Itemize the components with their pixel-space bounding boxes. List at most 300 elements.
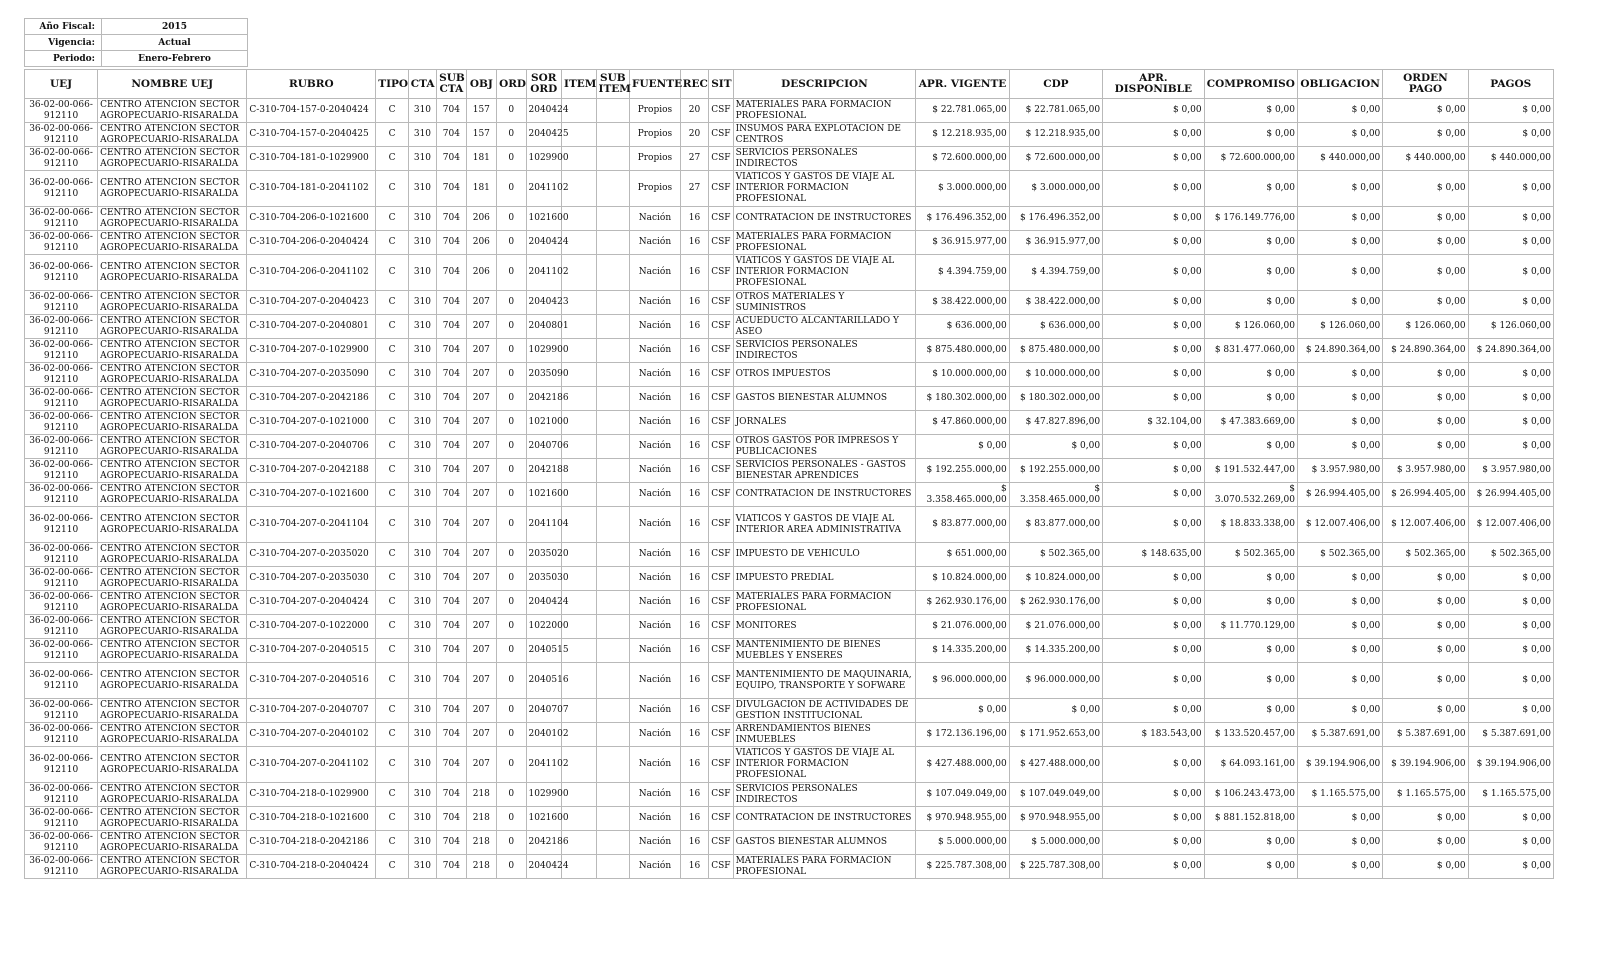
cell-compromiso: $ 0,00 <box>1204 831 1297 855</box>
cell-orden-pago: $ 12.007.406,00 <box>1383 507 1468 543</box>
cell-uej: 36-02-00-066-912110 <box>25 831 98 855</box>
cell-sit: CSF <box>709 783 733 807</box>
cell-orden-pago: $ 0,00 <box>1383 855 1468 879</box>
cell-descripcion: VIATICOS Y GASTOS DE VIAJE AL INTERIOR FORMACION PROFESIONAL <box>733 171 916 207</box>
cell-cdp: $ 21.076.000,00 <box>1009 615 1102 639</box>
cell-ord: 0 <box>497 291 526 315</box>
cell-cta: 310 <box>408 207 436 231</box>
cell-obligacion: $ 5.387.691,00 <box>1298 723 1383 747</box>
cell-descripcion: GASTOS BIENESTAR ALUMNOS <box>733 831 916 855</box>
cell-sor-ord: 2041102 <box>526 171 562 207</box>
cell-sit: CSF <box>709 387 733 411</box>
cell-orden-pago: $ 0,00 <box>1383 807 1468 831</box>
cell-obj: 207 <box>466 387 496 411</box>
cell-cta: 310 <box>408 591 436 615</box>
cell-cta: 310 <box>408 411 436 435</box>
cell-rubro: C-310-704-207-0-2040515 <box>247 639 376 663</box>
cell-sub-cta: 704 <box>437 435 466 459</box>
cell-obligacion: $ 502.365,00 <box>1298 543 1383 567</box>
cell-obj: 181 <box>466 147 496 171</box>
cell-pagos: $ 26.994.405,00 <box>1468 483 1553 507</box>
cell-sub-cta: 704 <box>437 783 466 807</box>
cell-rubro: C-310-704-207-0-2042188 <box>247 459 376 483</box>
fiscal-info-panel <box>24 18 248 67</box>
cell-sub-item <box>596 435 630 459</box>
cell-apr-disponible: $ 0,00 <box>1103 255 1205 291</box>
cell-fuente: Nación <box>630 747 681 783</box>
column-header-tipo: TIPO <box>376 70 408 99</box>
cell-apr-vigente: $ 3.358.465.000,00 <box>916 483 1009 507</box>
table-row <box>25 291 1554 315</box>
fiscal-info-table <box>24 18 248 67</box>
cell-sub-cta: 704 <box>437 339 466 363</box>
column-header-nombre-uej: NOMBRE UEJ <box>98 70 247 99</box>
cell-descripcion: ARRENDAMIENTOS BIENES INMUEBLES <box>733 723 916 747</box>
cell-apr-vigente: $ 4.394.759,00 <box>916 255 1009 291</box>
cell-apr-vigente: $ 225.787.308,00 <box>916 855 1009 879</box>
cell-cdp: $ 12.218.935,00 <box>1009 123 1102 147</box>
column-header-rubro: RUBRO <box>247 70 376 99</box>
cell-ord: 0 <box>497 411 526 435</box>
cell-rec: 16 <box>680 459 708 483</box>
cell-obligacion: $ 39.194.906,00 <box>1298 747 1383 783</box>
column-header-rec: REC <box>680 70 708 99</box>
cell-apr-disponible: $ 0,00 <box>1103 291 1205 315</box>
cell-orden-pago: $ 1.165.575,00 <box>1383 783 1468 807</box>
cell-rec: 16 <box>680 831 708 855</box>
cell-sub-item <box>596 411 630 435</box>
cell-compromiso: $ 0,00 <box>1204 291 1297 315</box>
cell-nombre-uej: CENTRO ATENCION SECTOR AGROPECUARIO-RISARALDA <box>98 747 247 783</box>
cell-pagos: $ 126.060,00 <box>1468 315 1553 339</box>
table-row <box>25 363 1554 387</box>
cell-descripcion: IMPUESTO PREDIAL <box>733 567 916 591</box>
cell-cdp: $ 171.952.653,00 <box>1009 723 1102 747</box>
cell-fuente: Propios <box>630 99 681 123</box>
cell-sub-item <box>596 783 630 807</box>
cell-obj: 207 <box>466 615 496 639</box>
cell-sor-ord: 2042186 <box>526 387 562 411</box>
cell-sit: CSF <box>709 615 733 639</box>
cell-rubro: C-310-704-207-0-2040707 <box>247 699 376 723</box>
cell-apr-vigente: $ 83.877.000,00 <box>916 507 1009 543</box>
cell-rec: 16 <box>680 507 708 543</box>
cell-compromiso: $ 0,00 <box>1204 699 1297 723</box>
cell-rubro: C-310-704-207-0-2041104 <box>247 507 376 543</box>
cell-apr-disponible: $ 0,00 <box>1103 123 1205 147</box>
cell-cta: 310 <box>408 567 436 591</box>
cell-cta: 310 <box>408 507 436 543</box>
cell-apr-disponible: $ 0,00 <box>1103 315 1205 339</box>
cell-ord: 0 <box>497 147 526 171</box>
cell-cdp: $ 3.000.000,00 <box>1009 171 1102 207</box>
cell-pagos: $ 0,00 <box>1468 255 1553 291</box>
cell-rubro: C-310-704-157-0-2040424 <box>247 99 376 123</box>
cell-rec: 16 <box>680 411 708 435</box>
cell-descripcion: MATERIALES PARA FORMACION PROFESIONAL <box>733 231 916 255</box>
vigencia-label: Vigencia: <box>25 35 102 51</box>
cell-obj: 218 <box>466 807 496 831</box>
cell-apr-disponible: $ 0,00 <box>1103 207 1205 231</box>
cell-sub-cta: 704 <box>437 459 466 483</box>
cell-cdp: $ 225.787.308,00 <box>1009 855 1102 879</box>
cell-rubro: C-310-704-207-0-1022000 <box>247 615 376 639</box>
cell-descripcion: SERVICIOS PERSONALES - GASTOS BIENESTAR APRENDICES <box>733 459 916 483</box>
column-header-uej: UEJ <box>25 70 98 99</box>
table-row <box>25 231 1554 255</box>
cell-sit: CSF <box>709 543 733 567</box>
cell-tipo: C <box>376 339 408 363</box>
cell-orden-pago: $ 0,00 <box>1383 99 1468 123</box>
budget-execution-table <box>24 69 1554 879</box>
cell-sit: CSF <box>709 147 733 171</box>
table-row <box>25 783 1554 807</box>
cell-compromiso: $ 0,00 <box>1204 171 1297 207</box>
cell-rec: 16 <box>680 699 708 723</box>
cell-pagos: $ 0,00 <box>1468 639 1553 663</box>
cell-cta: 310 <box>408 543 436 567</box>
cell-apr-vigente: $ 36.915.977,00 <box>916 231 1009 255</box>
cell-tipo: C <box>376 507 408 543</box>
cell-uej: 36-02-00-066-912110 <box>25 507 98 543</box>
cell-nombre-uej: CENTRO ATENCION SECTOR AGROPECUARIO-RISARALDA <box>98 99 247 123</box>
cell-sub-cta: 704 <box>437 387 466 411</box>
table-row <box>25 591 1554 615</box>
cell-sor-ord: 2035020 <box>526 543 562 567</box>
cell-pagos: $ 0,00 <box>1468 363 1553 387</box>
cell-sit: CSF <box>709 747 733 783</box>
cell-nombre-uej: CENTRO ATENCION SECTOR AGROPECUARIO-RISARALDA <box>98 315 247 339</box>
cell-rubro: C-310-704-207-0-2035020 <box>247 543 376 567</box>
cell-pagos: $ 502.365,00 <box>1468 543 1553 567</box>
cell-pagos: $ 12.007.406,00 <box>1468 507 1553 543</box>
cell-obligacion: $ 0,00 <box>1298 831 1383 855</box>
cell-uej: 36-02-00-066-912110 <box>25 483 98 507</box>
cell-ord: 0 <box>497 591 526 615</box>
cell-sit: CSF <box>709 831 733 855</box>
cell-fuente: Propios <box>630 147 681 171</box>
cell-orden-pago: $ 0,00 <box>1383 435 1468 459</box>
cell-sub-item <box>596 483 630 507</box>
cell-apr-vigente: $ 5.000.000,00 <box>916 831 1009 855</box>
cell-descripcion: CONTRATACION DE INSTRUCTORES <box>733 807 916 831</box>
cell-uej: 36-02-00-066-912110 <box>25 147 98 171</box>
cell-ord: 0 <box>497 747 526 783</box>
cell-rubro: C-310-704-207-0-2035090 <box>247 363 376 387</box>
cell-nombre-uej: CENTRO ATENCION SECTOR AGROPECUARIO-RISARALDA <box>98 855 247 879</box>
cell-ord: 0 <box>497 387 526 411</box>
cell-obligacion: $ 26.994.405,00 <box>1298 483 1383 507</box>
cell-sor-ord: 2042188 <box>526 459 562 483</box>
cell-apr-vigente: $ 12.218.935,00 <box>916 123 1009 147</box>
cell-nombre-uej: CENTRO ATENCION SECTOR AGROPECUARIO-RISARALDA <box>98 387 247 411</box>
cell-fuente: Nación <box>630 255 681 291</box>
cell-orden-pago: $ 0,00 <box>1383 207 1468 231</box>
cell-tipo: C <box>376 411 408 435</box>
cell-sit: CSF <box>709 231 733 255</box>
cell-sub-cta: 704 <box>437 747 466 783</box>
cell-sor-ord: 2041102 <box>526 747 562 783</box>
cell-sub-item <box>596 291 630 315</box>
cell-obligacion: $ 0,00 <box>1298 435 1383 459</box>
cell-sub-item <box>596 591 630 615</box>
cell-cta: 310 <box>408 315 436 339</box>
period-row <box>25 51 248 67</box>
cell-sub-cta: 704 <box>437 147 466 171</box>
cell-ord: 0 <box>497 207 526 231</box>
cell-apr-vigente: $ 0,00 <box>916 699 1009 723</box>
cell-apr-disponible: $ 0,00 <box>1103 807 1205 831</box>
cell-obligacion: $ 0,00 <box>1298 99 1383 123</box>
cell-sub-item <box>596 807 630 831</box>
cell-fuente: Nación <box>630 363 681 387</box>
cell-sit: CSF <box>709 255 733 291</box>
cell-tipo: C <box>376 747 408 783</box>
cell-sub-cta: 704 <box>437 291 466 315</box>
cell-orden-pago: $ 0,00 <box>1383 291 1468 315</box>
table-row <box>25 339 1554 363</box>
cell-uej: 36-02-00-066-912110 <box>25 171 98 207</box>
cell-sub-item <box>596 99 630 123</box>
cell-nombre-uej: CENTRO ATENCION SECTOR AGROPECUARIO-RISARALDA <box>98 147 247 171</box>
cell-obligacion: $ 0,00 <box>1298 807 1383 831</box>
cell-apr-vigente: $ 176.496.352,00 <box>916 207 1009 231</box>
column-header-obligacion: OBLIGACION <box>1298 70 1383 99</box>
cell-compromiso: $ 133.520.457,00 <box>1204 723 1297 747</box>
cell-pagos: $ 0,00 <box>1468 123 1553 147</box>
cell-cdp: $ 96.000.000,00 <box>1009 663 1102 699</box>
cell-cta: 310 <box>408 663 436 699</box>
cell-ord: 0 <box>497 363 526 387</box>
cell-rubro: C-310-704-207-0-1021000 <box>247 411 376 435</box>
cell-pagos: $ 24.890.364,00 <box>1468 339 1553 363</box>
cell-sor-ord: 1021600 <box>526 207 562 231</box>
cell-apr-vigente: $ 875.480.000,00 <box>916 339 1009 363</box>
cell-rubro: C-310-704-218-0-1021600 <box>247 807 376 831</box>
cell-fuente: Nación <box>630 291 681 315</box>
cell-uej: 36-02-00-066-912110 <box>25 339 98 363</box>
cell-nombre-uej: CENTRO ATENCION SECTOR AGROPECUARIO-RISARALDA <box>98 723 247 747</box>
cell-fuente: Nación <box>630 387 681 411</box>
table-row <box>25 639 1554 663</box>
cell-obj: 207 <box>466 339 496 363</box>
table-row <box>25 411 1554 435</box>
cell-rec: 16 <box>680 483 708 507</box>
cell-sub-cta: 704 <box>437 363 466 387</box>
vigencia-row <box>25 35 248 51</box>
cell-tipo: C <box>376 831 408 855</box>
cell-ord: 0 <box>497 543 526 567</box>
cell-orden-pago: $ 39.194.906,00 <box>1383 747 1468 783</box>
cell-fuente: Nación <box>630 459 681 483</box>
cell-ord: 0 <box>497 723 526 747</box>
cell-cdp: $ 0,00 <box>1009 435 1102 459</box>
cell-sit: CSF <box>709 507 733 543</box>
cell-descripcion: MONITORES <box>733 615 916 639</box>
cell-compromiso: $ 0,00 <box>1204 231 1297 255</box>
cell-tipo: C <box>376 807 408 831</box>
cell-cdp: $ 180.302.000,00 <box>1009 387 1102 411</box>
cell-nombre-uej: CENTRO ATENCION SECTOR AGROPECUARIO-RISARALDA <box>98 783 247 807</box>
cell-sor-ord: 2040424 <box>526 855 562 879</box>
cell-nombre-uej: CENTRO ATENCION SECTOR AGROPECUARIO-RISARALDA <box>98 831 247 855</box>
cell-obj: 207 <box>466 639 496 663</box>
cell-compromiso: $ 11.770.129,00 <box>1204 615 1297 639</box>
cell-orden-pago: $ 3.957.980,00 <box>1383 459 1468 483</box>
cell-apr-vigente: $ 0,00 <box>916 435 1009 459</box>
cell-sit: CSF <box>709 171 733 207</box>
cell-nombre-uej: CENTRO ATENCION SECTOR AGROPECUARIO-RISARALDA <box>98 507 247 543</box>
cell-rubro: C-310-704-207-0-2040423 <box>247 291 376 315</box>
cell-obligacion: $ 0,00 <box>1298 171 1383 207</box>
cell-sit: CSF <box>709 363 733 387</box>
table-row <box>25 387 1554 411</box>
cell-tipo: C <box>376 615 408 639</box>
cell-rec: 16 <box>680 783 708 807</box>
cell-ord: 0 <box>497 255 526 291</box>
cell-sor-ord: 2035090 <box>526 363 562 387</box>
cell-sub-item <box>596 747 630 783</box>
cell-sit: CSF <box>709 459 733 483</box>
column-header-apr-vigente: APR. VIGENTE <box>916 70 1009 99</box>
cell-obligacion: $ 0,00 <box>1298 291 1383 315</box>
cell-uej: 36-02-00-066-912110 <box>25 459 98 483</box>
cell-orden-pago: $ 0,00 <box>1383 639 1468 663</box>
cell-compromiso: $ 191.532.447,00 <box>1204 459 1297 483</box>
cell-rec: 16 <box>680 639 708 663</box>
cell-ord: 0 <box>497 507 526 543</box>
cell-pagos: $ 0,00 <box>1468 591 1553 615</box>
cell-sor-ord: 1029900 <box>526 783 562 807</box>
cell-orden-pago: $ 5.387.691,00 <box>1383 723 1468 747</box>
cell-apr-disponible: $ 148.635,00 <box>1103 543 1205 567</box>
cell-sor-ord: 1022000 <box>526 615 562 639</box>
vigencia-value: Actual <box>102 35 248 51</box>
cell-uej: 36-02-00-066-912110 <box>25 207 98 231</box>
cell-obligacion: $ 0,00 <box>1298 699 1383 723</box>
cell-orden-pago: $ 0,00 <box>1383 615 1468 639</box>
cell-cdp: $ 176.496.352,00 <box>1009 207 1102 231</box>
cell-sub-item <box>596 147 630 171</box>
cell-obligacion: $ 0,00 <box>1298 255 1383 291</box>
cell-cdp: $ 47.827.896,00 <box>1009 411 1102 435</box>
cell-uej: 36-02-00-066-912110 <box>25 231 98 255</box>
cell-sub-cta: 704 <box>437 231 466 255</box>
cell-apr-disponible: $ 0,00 <box>1103 147 1205 171</box>
cell-ord: 0 <box>497 123 526 147</box>
cell-tipo: C <box>376 435 408 459</box>
cell-uej: 36-02-00-066-912110 <box>25 723 98 747</box>
cell-cdp: $ 636.000,00 <box>1009 315 1102 339</box>
cell-uej: 36-02-00-066-912110 <box>25 435 98 459</box>
cell-rec: 16 <box>680 363 708 387</box>
cell-apr-disponible: $ 183.543,00 <box>1103 723 1205 747</box>
cell-cta: 310 <box>408 747 436 783</box>
cell-obligacion: $ 0,00 <box>1298 615 1383 639</box>
cell-sit: CSF <box>709 411 733 435</box>
cell-compromiso: $ 0,00 <box>1204 591 1297 615</box>
table-row <box>25 567 1554 591</box>
cell-descripcion: IMPUESTO DE VEHICULO <box>733 543 916 567</box>
cell-compromiso: $ 47.383.669,00 <box>1204 411 1297 435</box>
cell-uej: 36-02-00-066-912110 <box>25 747 98 783</box>
cell-orden-pago: $ 0,00 <box>1383 363 1468 387</box>
cell-apr-vigente: $ 427.488.000,00 <box>916 747 1009 783</box>
cell-cdp: $ 970.948.955,00 <box>1009 807 1102 831</box>
cell-tipo: C <box>376 663 408 699</box>
cell-cta: 310 <box>408 855 436 879</box>
cell-nombre-uej: CENTRO ATENCION SECTOR AGROPECUARIO-RISARALDA <box>98 123 247 147</box>
cell-apr-disponible: $ 0,00 <box>1103 747 1205 783</box>
cell-compromiso: $ 64.093.161,00 <box>1204 747 1297 783</box>
cell-cdp: $ 5.000.000,00 <box>1009 831 1102 855</box>
cell-ord: 0 <box>497 483 526 507</box>
cell-ord: 0 <box>497 231 526 255</box>
cell-orden-pago: $ 0,00 <box>1383 255 1468 291</box>
cell-apr-disponible: $ 0,00 <box>1103 783 1205 807</box>
table-row <box>25 747 1554 783</box>
cell-cta: 310 <box>408 123 436 147</box>
cell-rec: 16 <box>680 543 708 567</box>
cell-apr-disponible: $ 0,00 <box>1103 339 1205 363</box>
cell-apr-vigente: $ 192.255.000,00 <box>916 459 1009 483</box>
cell-sor-ord: 2035030 <box>526 567 562 591</box>
cell-apr-disponible: $ 0,00 <box>1103 591 1205 615</box>
table-row <box>25 831 1554 855</box>
cell-sub-item <box>596 639 630 663</box>
cell-apr-disponible: $ 0,00 <box>1103 831 1205 855</box>
cell-fuente: Nación <box>630 591 681 615</box>
cell-descripcion: MATERIALES PARA FORMACION PROFESIONAL <box>733 99 916 123</box>
cell-ord: 0 <box>497 831 526 855</box>
cell-orden-pago: $ 0,00 <box>1383 591 1468 615</box>
cell-fuente: Propios <box>630 171 681 207</box>
cell-rubro: C-310-704-207-0-2042186 <box>247 387 376 411</box>
cell-sor-ord: 2041104 <box>526 507 562 543</box>
cell-uej: 36-02-00-066-912110 <box>25 639 98 663</box>
cell-sub-cta: 704 <box>437 411 466 435</box>
cell-obj: 207 <box>466 591 496 615</box>
cell-sit: CSF <box>709 855 733 879</box>
cell-pagos: $ 1.165.575,00 <box>1468 783 1553 807</box>
cell-rubro: C-310-704-206-0-2041102 <box>247 255 376 291</box>
cell-cdp: $ 10.824.000,00 <box>1009 567 1102 591</box>
cell-cta: 310 <box>408 147 436 171</box>
cell-orden-pago: $ 0,00 <box>1383 699 1468 723</box>
cell-pagos: $ 3.957.980,00 <box>1468 459 1553 483</box>
cell-tipo: C <box>376 855 408 879</box>
cell-orden-pago: $ 502.365,00 <box>1383 543 1468 567</box>
cell-pagos: $ 0,00 <box>1468 171 1553 207</box>
cell-apr-disponible: $ 0,00 <box>1103 615 1205 639</box>
cell-cta: 310 <box>408 339 436 363</box>
cell-sor-ord: 2042186 <box>526 831 562 855</box>
cell-rec: 16 <box>680 255 708 291</box>
cell-descripcion: JORNALES <box>733 411 916 435</box>
cell-descripcion: OTROS MATERIALES Y SUMINISTROS <box>733 291 916 315</box>
cell-descripcion: VIATICOS Y GASTOS DE VIAJE AL INTERIOR FORMACION PROFESIONAL <box>733 747 916 783</box>
cell-rubro: C-310-704-207-0-2040801 <box>247 315 376 339</box>
cell-uej: 36-02-00-066-912110 <box>25 699 98 723</box>
cell-ord: 0 <box>497 99 526 123</box>
cell-rubro: C-310-704-206-0-1021600 <box>247 207 376 231</box>
cell-rubro: C-310-704-218-0-2042186 <box>247 831 376 855</box>
cell-cta: 310 <box>408 639 436 663</box>
cell-cdp: $ 72.600.000,00 <box>1009 147 1102 171</box>
cell-sit: CSF <box>709 123 733 147</box>
cell-sub-item <box>596 855 630 879</box>
cell-sub-cta: 704 <box>437 699 466 723</box>
